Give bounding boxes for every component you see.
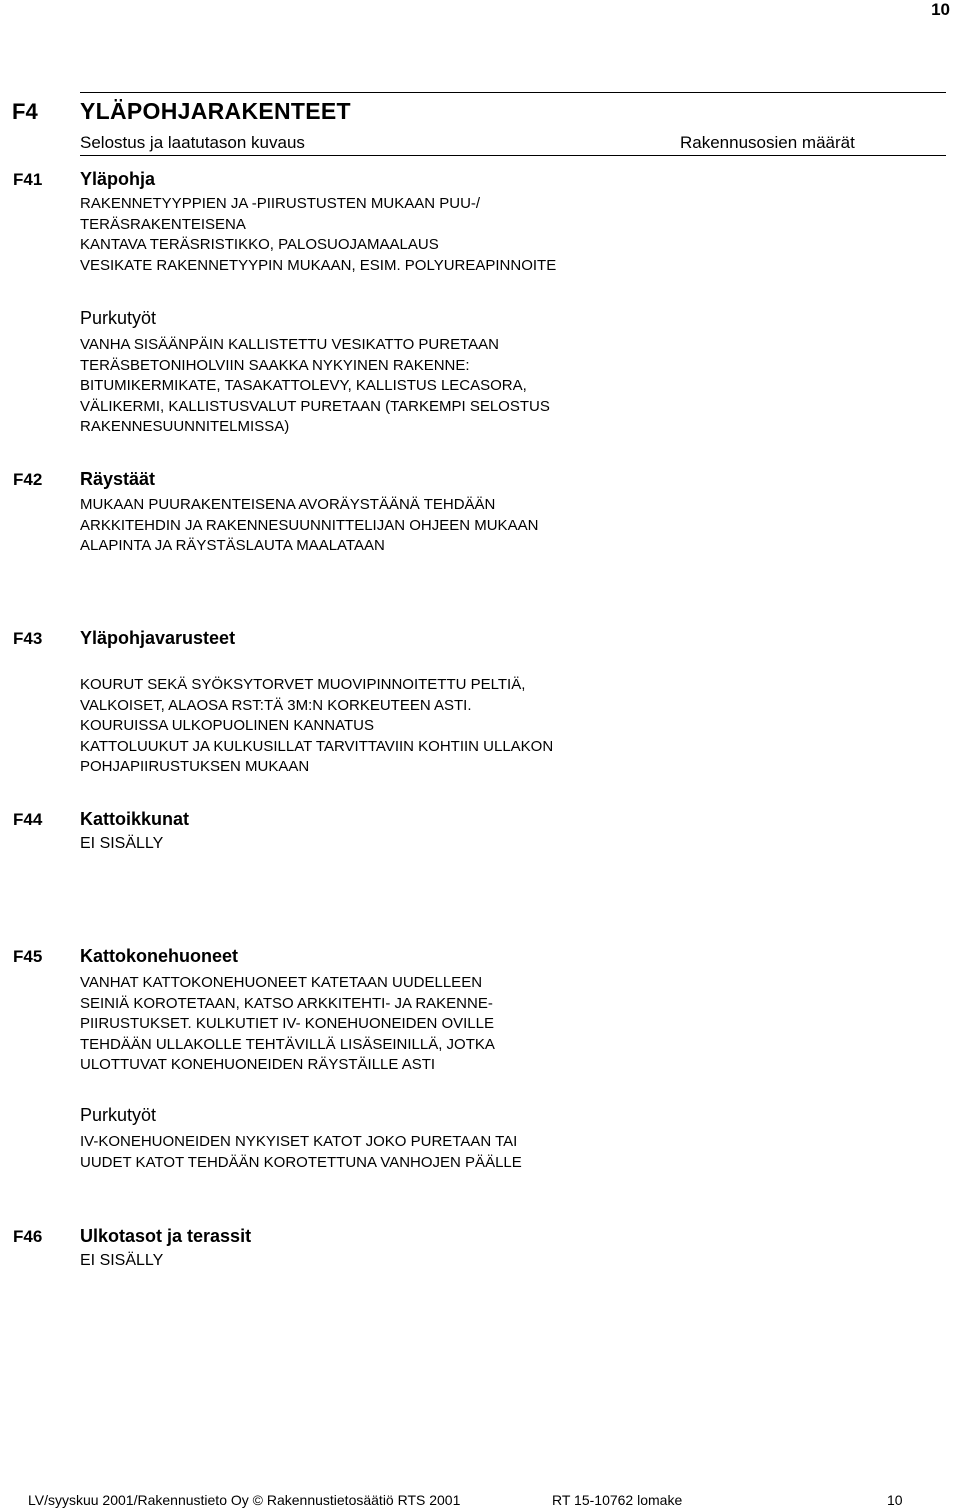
body-line: ARKKITEHDIN JA RAKENNESUUNNITTELIJAN OHJEEN MUKAAN [80, 516, 539, 534]
body-line: KATTOLUUKUT JA KULKUSILLAT TARVITTAVIIN KOHTIIN ULLAKON [80, 737, 554, 755]
body-line: MUKAAN PUURAKENTEISENA AVORÄYSTÄÄNÄ TEHDÄÄN [80, 496, 496, 513]
chapter-title: YLÄPOHJARAKENTEET [80, 98, 351, 124]
section-title-f41: Yläpohja [80, 169, 156, 189]
body-line: IV-KONEHUONEIDEN NYKYISET KATOT JOKO PURETAAN TAI [80, 1133, 518, 1150]
section-body-f46: EI SISÄLLY [80, 1252, 164, 1269]
top-rule [80, 92, 946, 93]
body-line: POHJAPIIRUSTUKSEN MUKAAN [80, 758, 310, 775]
footer-copyright: LV/syyskuu 2001/Rakennustieto Oy © Rakennustietosäätiö RTS 2001 [28, 1492, 461, 1508]
body-line: VALKOISET, ALAOSA RST:TÄ 3M:N KORKEUTEEN ASTI. [80, 696, 472, 714]
column-header-description: Selostus ja laatutason kuvaus [80, 133, 305, 152]
demolition-body-f41 [80, 335, 550, 438]
body-line: VANHAT KATTOKONEHUONEET KATETAAN UUDELLEEN [80, 974, 483, 991]
chapter-code: F4 [12, 99, 38, 124]
body-line: ALAPINTA JA RÄYSTÄSLAUTA MAALATAAN [80, 537, 385, 554]
body-line: SEINIÄ KOROTETAAN, KATSO ARKKITEHTI- JA RAKENNE- [80, 994, 493, 1012]
section-body-f43 [80, 675, 553, 778]
section-code-f42: F42 [13, 470, 43, 489]
body-line: TERÄSRAKENTEISENA [80, 215, 246, 233]
section-code-f41: F41 [13, 170, 43, 189]
column-header-quantities: Rakennusosien määrät [680, 133, 855, 152]
section-title-f44: Kattoikkunat [80, 809, 190, 829]
body-line: VESIKATE RAKENNETYYPIN MUKAAN, ESIM. POLYUREAPINNOITE [80, 256, 557, 274]
body-line: KANTAVA TERÄSRISTIKKO, PALOSUOJAMAALAUS [80, 236, 439, 253]
section-code-f43: F43 [13, 629, 43, 648]
body-line: KOURUT SEKÄ SYÖKSYTORVET MUOVIPINNOITETTU PELTIÄ, [80, 676, 526, 693]
section-code-f44: F44 [13, 810, 43, 829]
body-line: RAKENNETYYPPIEN JA -PIIRUSTUSTEN MUKAAN PUU-/ [80, 195, 481, 212]
section-body-f44: EI SISÄLLY [80, 835, 164, 852]
body-line: TERÄSBETONIHOLVIIN SAAKKA NYKYINEN RAKENNE: [80, 356, 470, 374]
body-line: BITUMIKERMIKATE, TASAKATTOLEVY, KALLISTUS LECASORA, [80, 377, 527, 394]
page-number: 10 [931, 0, 950, 19]
demolition-body-f45 [80, 1132, 522, 1173]
section-code-f45: F45 [13, 947, 43, 966]
subheading-demolition-f45: Purkutyöt [80, 1105, 157, 1125]
section-title-f43: Yläpohjavarusteet [80, 628, 236, 648]
section-title-f45: Kattokonehuoneet [80, 946, 239, 966]
body-line: VANHA SISÄÄNPÄIN KALLISTETTU VESIKATTO PURETAAN [80, 336, 499, 353]
body-line: VÄLIKERMI, KALLISTUSVALUT PURETAAN (TARKEMPI SELOSTUS [80, 397, 550, 415]
column-header-rule [80, 155, 946, 156]
section-body-f41 [80, 194, 556, 276]
footer-form-id: RT 15-10762 lomake [552, 1492, 683, 1508]
body-line: PIIRUSTUKSET. KULKUTIET IV- KONEHUONEIDEN OVILLE [80, 1015, 494, 1032]
body-line: TEHDÄÄN ULLAKOLLE TEHTÄVILLÄ LISÄSEINILLÄ, JOTKA [80, 1035, 495, 1053]
section-title-f42: Räystäät [80, 469, 156, 489]
section-body-f42 [80, 495, 538, 557]
subheading-demolition-f41: Purkutyöt [80, 308, 157, 328]
body-line: ULOTTUVAT KONEHUONEIDEN RÄYSTÄILLE ASTI [80, 1056, 436, 1073]
body-line: RAKENNESUUNNITELMISSA) [80, 418, 290, 435]
section-code-f46: F46 [13, 1227, 43, 1246]
section-body-f45 [80, 973, 495, 1076]
footer-page-number: 10 [887, 1492, 903, 1508]
body-line: KOURUISSA ULKOPUOLINEN KANNATUS [80, 717, 374, 734]
section-title-f46: Ulkotasot ja terassit [80, 1226, 252, 1246]
body-line: UUDET KATOT TEHDÄÄN KOROTETTUNA VANHOJEN PÄÄLLE [80, 1153, 522, 1171]
